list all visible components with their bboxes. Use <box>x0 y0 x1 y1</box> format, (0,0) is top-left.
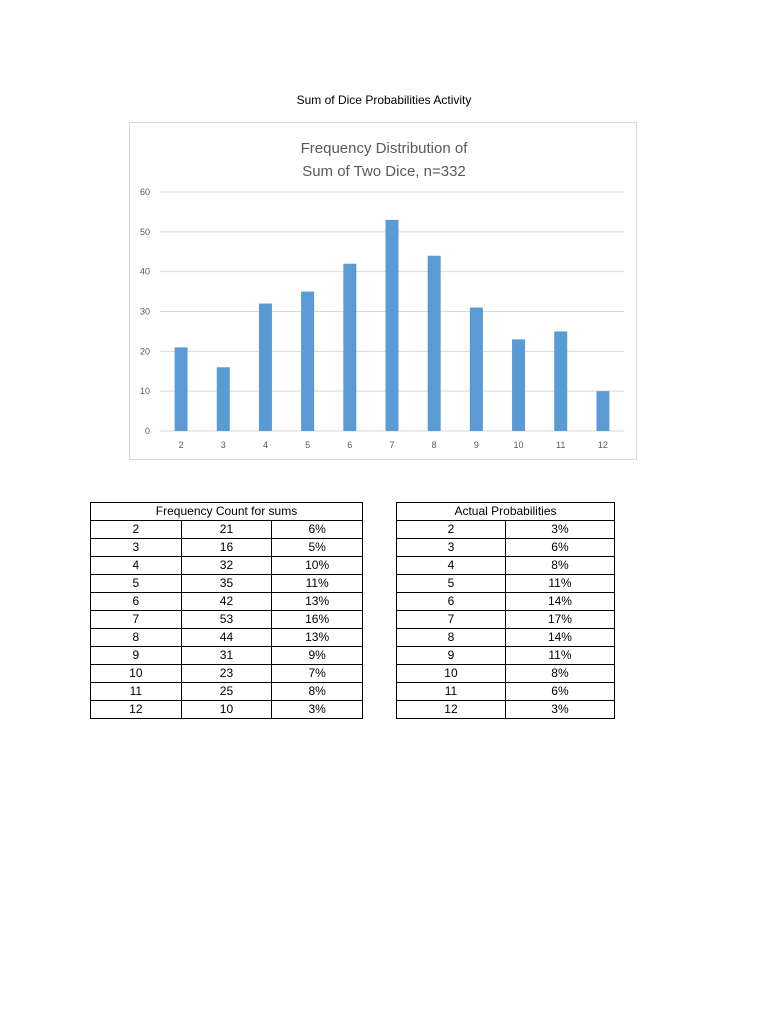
probability-cell: 9 <box>397 647 506 665</box>
table-row <box>91 539 363 557</box>
frequency-cell: 13% <box>272 629 363 647</box>
probability-cell: 14% <box>505 593 614 611</box>
frequency-cell: 3% <box>272 701 363 719</box>
frequency-cell: 32 <box>181 557 272 575</box>
bars <box>175 220 610 431</box>
probability-cell: 7 <box>397 611 506 629</box>
bar-10 <box>512 339 525 431</box>
x-tick-label: 7 <box>389 440 395 450</box>
probability-cell: 3% <box>505 701 614 719</box>
y-tick-label: 0 <box>144 426 150 436</box>
table-row <box>91 611 363 629</box>
x-tick-label: 9 <box>473 440 479 450</box>
table-row <box>91 629 363 647</box>
y-tick-label: 30 <box>139 306 150 317</box>
frequency-count-table <box>90 502 363 719</box>
table-row <box>397 521 615 539</box>
bar-4 <box>259 304 272 431</box>
probability-cell: 11% <box>505 575 614 593</box>
table-row <box>397 539 615 557</box>
y-tick-label: 60 <box>139 187 150 197</box>
frequency-cell: 2 <box>91 521 182 539</box>
x-tick-label: 11 <box>556 440 566 450</box>
bar-3 <box>217 367 230 431</box>
probability-cell: 6% <box>505 539 614 557</box>
probability-cell: 11 <box>397 683 506 701</box>
table-row <box>91 521 363 539</box>
x-tick-label: 6 <box>347 440 353 450</box>
frequency-cell: 7 <box>91 611 182 629</box>
probability-cell: 5 <box>397 575 506 593</box>
probability-cell: 6% <box>505 683 614 701</box>
probability-cell: 4 <box>397 557 506 575</box>
table-row <box>397 647 615 665</box>
table-row <box>91 575 363 593</box>
table-row <box>397 557 615 575</box>
frequency-cell: 35 <box>181 575 272 593</box>
frequency-cell: 6% <box>272 521 363 539</box>
frequency-cell: 7% <box>272 665 363 683</box>
table-row <box>397 683 615 701</box>
probability-cell: 10 <box>397 665 506 683</box>
frequency-cell: 44 <box>181 629 272 647</box>
probability-cell: 8% <box>505 557 614 575</box>
chart-title-line-1: Frequency Distribution of <box>300 140 468 157</box>
frequency-chart <box>129 122 637 460</box>
probability-cell: 11% <box>505 647 614 665</box>
frequency-cell: 11% <box>272 575 363 593</box>
bar-2 <box>175 347 188 431</box>
frequency-cell: 23 <box>181 665 272 683</box>
x-tick-label: 4 <box>262 440 268 450</box>
frequency-cell: 8% <box>272 683 363 701</box>
frequency-cell: 25 <box>181 683 272 701</box>
chart-title-line-2: Sum of Two Dice, n=332 <box>302 163 466 180</box>
frequency-cell: 11 <box>91 683 182 701</box>
table-row <box>397 629 615 647</box>
table-row <box>91 557 363 575</box>
table-row <box>91 701 363 719</box>
bar-6 <box>343 264 356 431</box>
probability-cell: 14% <box>505 629 614 647</box>
x-tick-label: 3 <box>220 440 226 450</box>
frequency-cell: 3 <box>91 539 182 557</box>
table-row <box>91 593 363 611</box>
bar-11 <box>554 331 567 431</box>
x-tick-label: 10 <box>513 440 524 450</box>
bar-12 <box>596 391 609 431</box>
probability-cell: 6 <box>397 593 506 611</box>
frequency-cell: 10% <box>272 557 363 575</box>
table-row <box>397 701 615 719</box>
frequency-cell: 42 <box>181 593 272 611</box>
y-tick-label: 40 <box>139 266 150 277</box>
table-row <box>397 665 615 683</box>
frequency-table-header: Frequency Count for sums <box>91 503 363 521</box>
bar-7 <box>386 220 399 431</box>
frequency-cell: 21 <box>181 521 272 539</box>
frequency-cell: 9% <box>272 647 363 665</box>
y-tick-label: 20 <box>139 346 150 357</box>
page-title: Sum of Dice Probabilities Activity <box>296 93 472 107</box>
frequency-cell: 5% <box>272 539 363 557</box>
frequency-cell: 53 <box>181 611 272 629</box>
probability-table-header: Actual Probabilities <box>397 503 615 521</box>
y-tick-label: 50 <box>139 226 150 237</box>
frequency-cell: 9 <box>91 647 182 665</box>
table-row <box>397 593 615 611</box>
table-row <box>397 575 615 593</box>
probability-cell: 17% <box>505 611 614 629</box>
x-tick-label: 2 <box>178 440 184 450</box>
actual-probabilities-table <box>396 502 615 719</box>
y-axis-ticks <box>140 187 150 436</box>
y-tick-label: 10 <box>139 386 150 397</box>
bar-5 <box>301 292 314 431</box>
x-tick-label: 5 <box>305 440 311 450</box>
probability-cell: 3 <box>397 539 506 557</box>
frequency-cell: 16 <box>181 539 272 557</box>
frequency-cell: 12 <box>91 701 182 719</box>
frequency-cell: 13% <box>272 593 363 611</box>
bar-9 <box>470 308 483 431</box>
x-axis-ticks <box>179 440 608 450</box>
probability-cell: 8% <box>505 665 614 683</box>
table-row <box>397 611 615 629</box>
probability-cell: 2 <box>397 521 506 539</box>
frequency-cell: 10 <box>91 665 182 683</box>
table-row <box>91 683 363 701</box>
frequency-cell: 5 <box>91 575 182 593</box>
frequency-cell: 31 <box>181 647 272 665</box>
x-tick-label: 8 <box>431 440 437 450</box>
frequency-cell: 6 <box>91 593 182 611</box>
frequency-cell: 4 <box>91 557 182 575</box>
probability-cell: 12 <box>397 701 506 719</box>
x-tick-label: 12 <box>597 440 608 450</box>
frequency-cell: 16% <box>272 611 363 629</box>
frequency-cell: 10 <box>181 701 272 719</box>
chart-svg <box>130 123 638 461</box>
table-row <box>91 665 363 683</box>
bar-8 <box>428 256 441 431</box>
probability-cell: 3% <box>505 521 614 539</box>
table-row <box>91 647 363 665</box>
probability-cell: 8 <box>397 629 506 647</box>
frequency-cell: 8 <box>91 629 182 647</box>
